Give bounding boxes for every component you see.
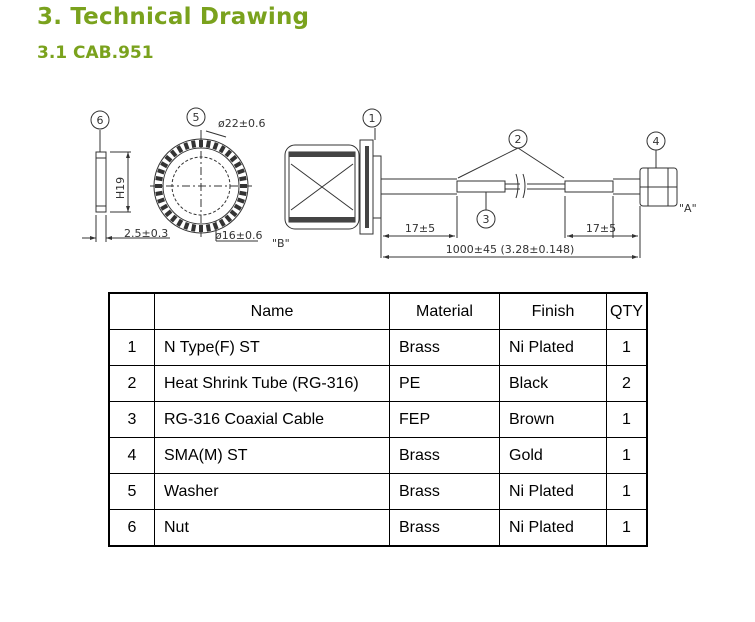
balloon-4-label: 4 bbox=[652, 135, 660, 148]
washer-tooth bbox=[230, 210, 238, 218]
washer-tooth bbox=[234, 161, 242, 168]
cell-name: SMA(M) ST bbox=[155, 438, 390, 474]
washer-tooth bbox=[183, 142, 189, 150]
cell-finish: Gold bbox=[500, 438, 607, 474]
cell-qty: 1 bbox=[607, 474, 648, 510]
cell-index: 2 bbox=[109, 366, 155, 402]
cell-finish: Ni Plated bbox=[500, 474, 607, 510]
nut-side-view bbox=[96, 152, 106, 212]
technical-drawing bbox=[0, 90, 755, 280]
view-a-label: "A" bbox=[679, 202, 697, 215]
table-row bbox=[109, 474, 647, 510]
cell-qty: 1 bbox=[607, 438, 648, 474]
bill-of-materials-table bbox=[108, 292, 648, 547]
cell-qty: 1 bbox=[607, 510, 648, 547]
washer-tooth bbox=[170, 215, 178, 223]
table-row bbox=[109, 510, 647, 547]
heat-shrink-right bbox=[565, 181, 613, 192]
washer-tooth bbox=[239, 191, 247, 196]
cell-material: Brass bbox=[390, 330, 500, 366]
washer-tooth bbox=[160, 161, 168, 168]
washer-tooth bbox=[191, 224, 196, 232]
table-row bbox=[109, 366, 647, 402]
washer-tooth bbox=[237, 168, 245, 174]
cell-name: N Type(F) ST bbox=[155, 330, 390, 366]
cell-index: 5 bbox=[109, 474, 155, 510]
balloon-3-label: 3 bbox=[482, 213, 490, 226]
washer-tooth bbox=[219, 219, 226, 227]
cell-finish: Black bbox=[500, 366, 607, 402]
washer-tooth bbox=[234, 204, 242, 211]
washer-tooth bbox=[183, 222, 189, 230]
cell-name: Heat Shrink Tube (RG-316) bbox=[155, 366, 390, 402]
cell-index: 3 bbox=[109, 402, 155, 438]
cell-name: RG-316 Coaxial Cable bbox=[155, 402, 390, 438]
connector-knurl bbox=[289, 146, 369, 228]
cell-index: 6 bbox=[109, 510, 155, 547]
table-header-row bbox=[109, 293, 647, 330]
balloon-6-label: 6 bbox=[96, 114, 104, 127]
cell-qty: 2 bbox=[607, 366, 648, 402]
header-finish: Finish bbox=[500, 293, 607, 330]
header-index bbox=[109, 293, 155, 330]
cell-material: Brass bbox=[390, 510, 500, 547]
cell-material: Brass bbox=[390, 438, 500, 474]
cell-index: 4 bbox=[109, 438, 155, 474]
washer-tooth bbox=[219, 145, 226, 153]
header-name: Name bbox=[155, 293, 390, 330]
cell-qty: 1 bbox=[607, 402, 648, 438]
dim-right-tube: 17±5 bbox=[585, 222, 617, 235]
washer-tooth bbox=[155, 184, 162, 188]
dim-washer-id: ø16±0.6 bbox=[215, 229, 263, 242]
cell-material: Brass bbox=[390, 474, 500, 510]
dim-total-length: 1000±45 (3.28±0.148) bbox=[445, 243, 575, 256]
header-qty: QTY bbox=[607, 293, 648, 330]
dim-washer-od: ø22±0.6 bbox=[218, 117, 266, 130]
cell-finish: Ni Plated bbox=[500, 330, 607, 366]
dim-nut-height: H19 bbox=[114, 176, 127, 200]
dim-left-tube: 17±5 bbox=[404, 222, 436, 235]
table-row bbox=[109, 438, 647, 474]
washer-tooth bbox=[206, 224, 211, 232]
washer-tooth bbox=[160, 204, 168, 211]
balloon-5-label: 5 bbox=[192, 111, 200, 124]
washer-tooth bbox=[240, 184, 247, 188]
cell-finish: Ni Plated bbox=[500, 510, 607, 547]
washer-tooth bbox=[164, 210, 172, 218]
washer-tooth bbox=[225, 215, 233, 223]
table-row bbox=[109, 402, 647, 438]
section-title: 3. Technical Drawing bbox=[37, 4, 310, 30]
washer-tooth bbox=[157, 168, 165, 174]
balloon-2-label: 2 bbox=[514, 133, 522, 146]
washer-tooth bbox=[176, 219, 183, 227]
washer-tooth bbox=[230, 155, 238, 163]
view-b-label: "B" bbox=[272, 237, 290, 250]
cell-name: Washer bbox=[155, 474, 390, 510]
dim-nut-thickness: 2.5±0.3 bbox=[124, 227, 169, 240]
subsection-title: 3.1 CAB.951 bbox=[37, 43, 154, 63]
cell-index: 1 bbox=[109, 330, 155, 366]
washer-tooth bbox=[170, 149, 178, 157]
cell-name: Nut bbox=[155, 510, 390, 547]
washer-tooth bbox=[164, 155, 172, 163]
cell-material: PE bbox=[390, 366, 500, 402]
washer-tooth bbox=[199, 225, 203, 232]
cell-material: FEP bbox=[390, 402, 500, 438]
washer-tooth bbox=[225, 149, 233, 157]
cell-qty: 1 bbox=[607, 330, 648, 366]
table-row bbox=[109, 330, 647, 366]
washer-tooth bbox=[199, 140, 203, 147]
washer-tooth bbox=[155, 191, 163, 196]
washer-tooth bbox=[155, 176, 163, 181]
washer-tooth bbox=[206, 140, 211, 148]
heat-shrink-left bbox=[457, 181, 505, 192]
header-material: Material bbox=[390, 293, 500, 330]
cell-finish: Brown bbox=[500, 402, 607, 438]
washer-tooth bbox=[237, 197, 245, 203]
washer-tooth bbox=[212, 142, 218, 150]
washer-tooth bbox=[239, 176, 247, 181]
washer-tooth bbox=[191, 140, 196, 148]
washer-tooth bbox=[157, 197, 165, 203]
balloon-1-label: 1 bbox=[368, 112, 376, 125]
washer-tooth bbox=[176, 145, 183, 153]
